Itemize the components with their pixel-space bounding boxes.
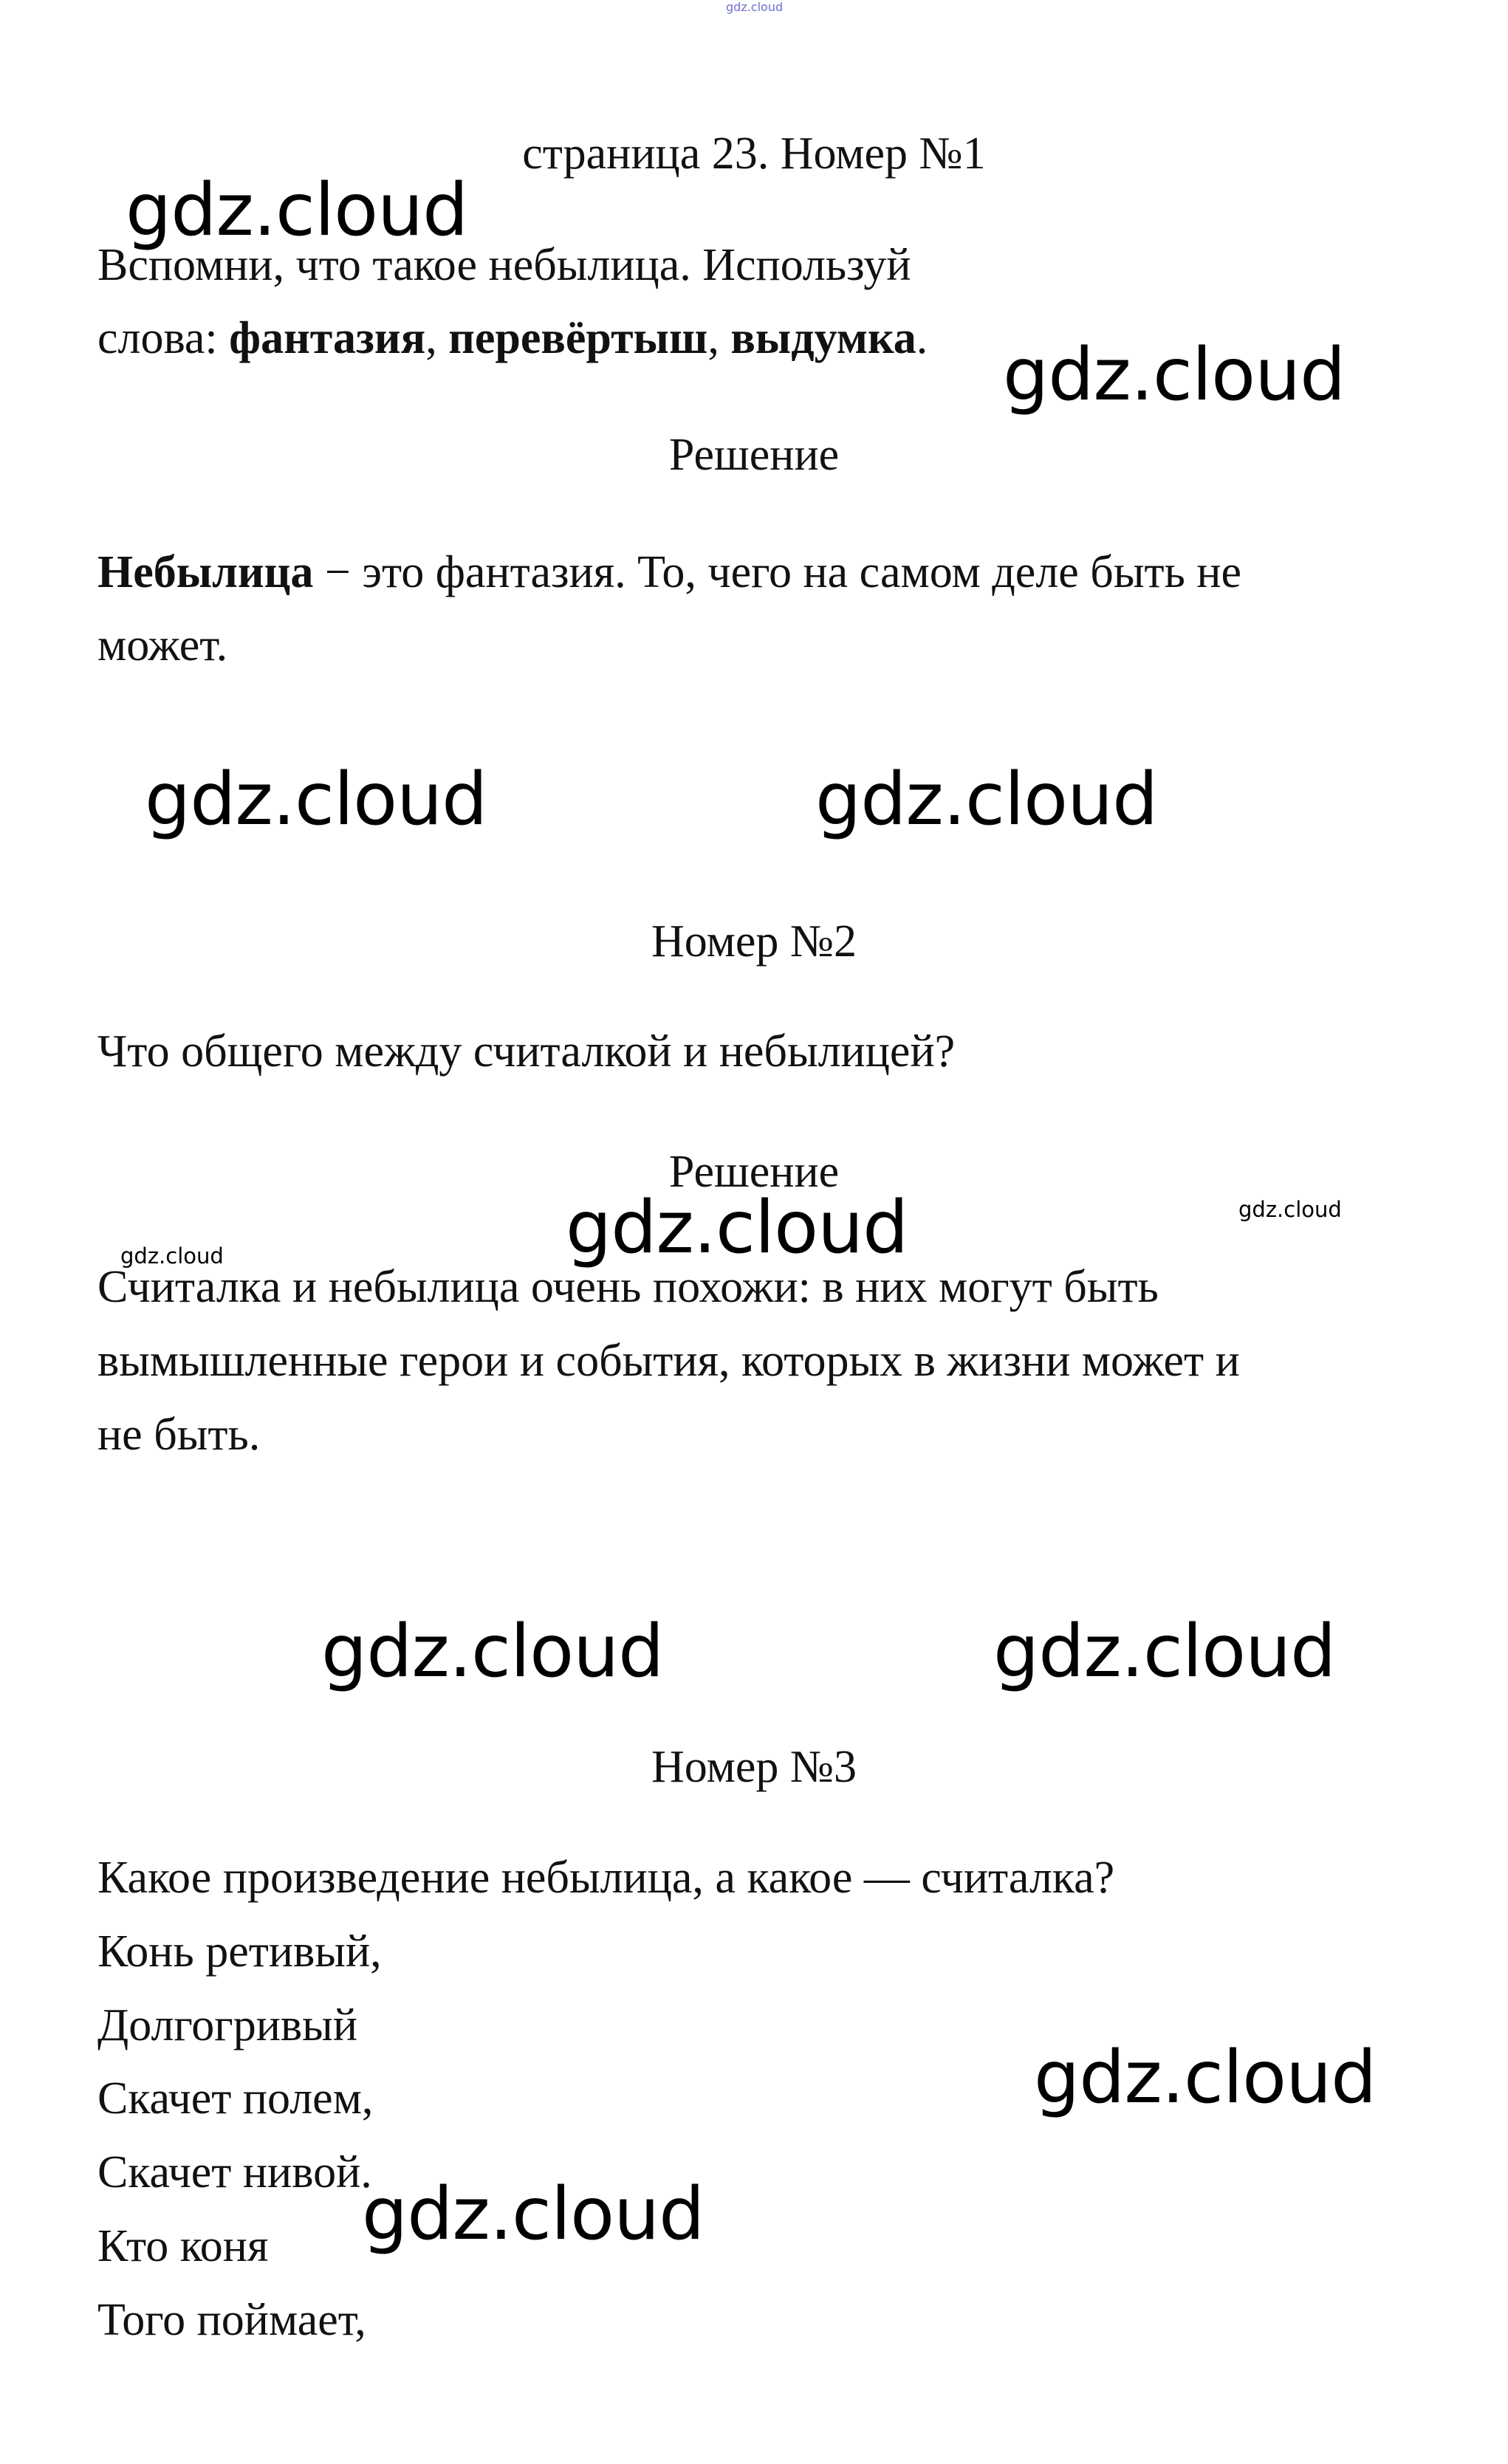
task1-solution-heading: Решение xyxy=(668,430,840,480)
keyword-invention: выдумка xyxy=(730,313,916,363)
poem-line: Скачет нивой. xyxy=(97,2147,372,2197)
keyword-fantasy: фантазия xyxy=(229,313,426,363)
watermark: gdz.cloud xyxy=(1034,2036,1377,2120)
poem-line: Того поймает, xyxy=(97,2295,366,2345)
watermark: gdz.cloud xyxy=(993,1610,1336,1694)
question-prefix: слова: xyxy=(97,313,230,363)
task2-solution-heading: Решение xyxy=(668,1147,840,1197)
watermark: gdz.cloud xyxy=(566,1186,908,1270)
answer-term: Небылица xyxy=(97,547,314,597)
watermark: gdz.cloud xyxy=(120,1243,224,1269)
watermark: gdz.cloud xyxy=(362,2172,705,2257)
task2-question: Что общего между считалкой и небылицей? xyxy=(97,1026,956,1077)
top-watermark: gdz.cloud xyxy=(726,0,784,14)
keyword-reversal: перевёртыш xyxy=(448,313,708,363)
watermark: gdz.cloud xyxy=(1003,333,1346,417)
watermark: gdz.cloud xyxy=(145,758,487,842)
task2-answer-line1: Считалка и небылица очень похожи: в них могут быть xyxy=(97,1262,1159,1312)
poem-line: Скачет полем, xyxy=(97,2073,374,2124)
poem-line: Конь ретивый, xyxy=(97,1926,382,1977)
watermark: gdz.cloud xyxy=(1238,1197,1342,1222)
task1-question-line2 xyxy=(97,315,928,361)
page-title: страница 23. Номер №1 xyxy=(522,128,986,179)
poem-line: Кто коня xyxy=(97,2221,269,2271)
watermark: gdz.cloud xyxy=(126,168,468,253)
watermark: gdz.cloud xyxy=(815,758,1158,842)
task1-answer-line1 xyxy=(97,549,1241,595)
task2-answer-line2: вымышленные герои и события, которых в жизни может и xyxy=(97,1336,1240,1386)
sentence-end: . xyxy=(916,313,928,363)
watermark: gdz.cloud xyxy=(321,1610,664,1694)
task1-question-line1: Вспомни, что такое небылица. Используй xyxy=(97,240,911,290)
task1-answer-line2: может. xyxy=(97,620,228,670)
task3-question: Какое произведение небылица, а какое — считалка? xyxy=(97,1853,1115,1903)
task2-title: Номер №2 xyxy=(651,916,857,967)
separator: , xyxy=(425,313,449,363)
answer-text: − это фантазия. То, чего на самом деле быть не xyxy=(313,547,1242,597)
separator: , xyxy=(707,313,731,363)
task3-title: Номер №3 xyxy=(651,1742,857,1792)
task2-answer-line3: не быть. xyxy=(97,1410,261,1460)
poem-line: Долгогривый xyxy=(97,2000,358,2051)
